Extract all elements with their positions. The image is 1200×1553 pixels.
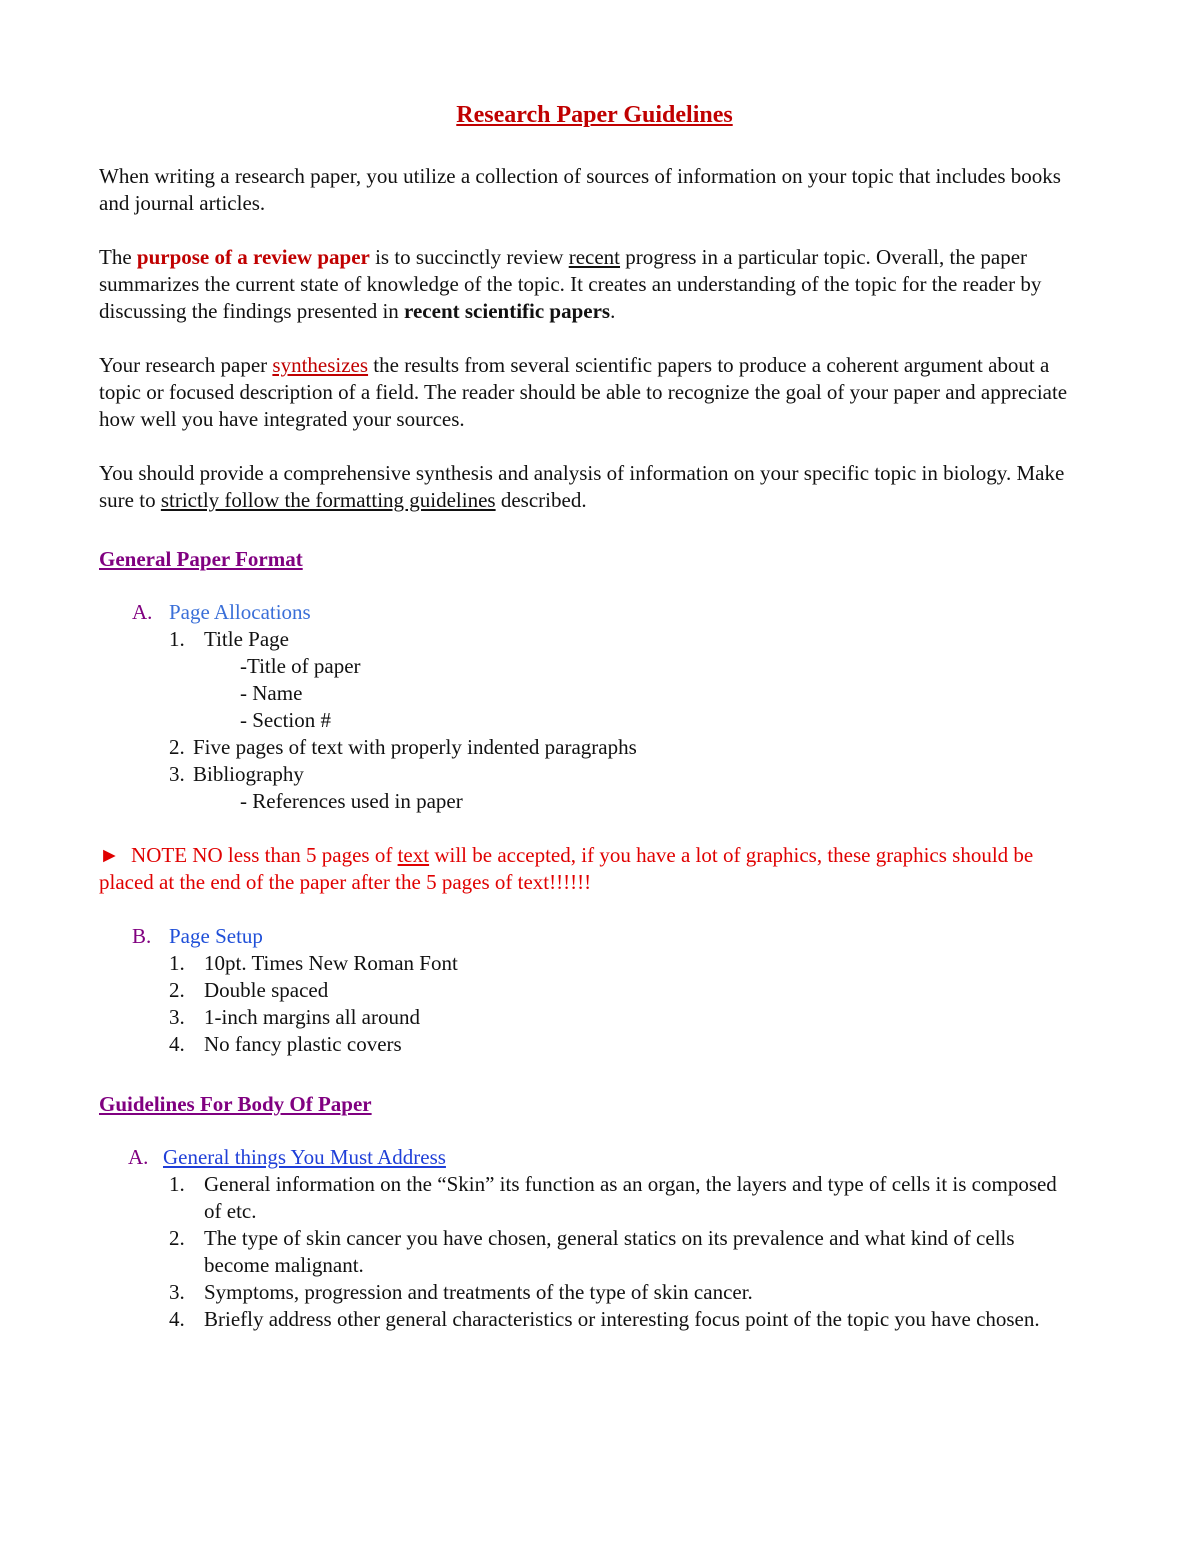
subheading-letter-b: B.: [132, 924, 152, 948]
purpose-mid: is to succinctly review: [369, 245, 569, 269]
item-number: 1.: [169, 1172, 185, 1196]
synthesis-paragraph: [99, 352, 1090, 433]
note-underlined: text: [397, 843, 430, 867]
purpose-bold-recent: recent scientific papers: [404, 299, 611, 323]
purpose-recent: recent: [568, 245, 621, 269]
intro-paragraph: When writing a research paper, you utilize a collection of sources of information on your topic that includes books and journal articles.: [99, 164, 1061, 215]
purpose-paragraph: [99, 244, 1090, 325]
arrow-right-icon: ►: [99, 843, 120, 867]
list-item: [99, 977, 1090, 1004]
item-number: 1.: [169, 627, 185, 651]
purpose-pre: The: [99, 245, 137, 269]
page-count-note: [99, 842, 1090, 896]
item-text: No fancy plastic covers: [204, 1032, 402, 1056]
general-things-label: General things You Must Address: [163, 1145, 446, 1169]
item-text: Five pages of text with properly indented paragraphs: [193, 735, 637, 759]
note-pre: NOTE NO less than 5 pages of: [125, 843, 398, 867]
item-number: 2.: [169, 978, 185, 1002]
note-rest: will be accepted, if you have a lot of graphics, these graphics should be placed at the end of the paper after the 5 pages of text!!!!!!: [99, 843, 1034, 894]
list-item: [99, 1279, 1090, 1306]
list-item: [99, 1225, 1090, 1279]
item-number: 3.: [169, 1280, 185, 1304]
provide-end: described.: [495, 488, 587, 512]
synth-pre: Your research paper: [99, 353, 273, 377]
detail-line: - References used in paper: [240, 789, 463, 813]
body-guidelines-heading: Guidelines For Body Of Paper: [99, 1092, 372, 1116]
item-text: Briefly address other general characteristics or interesting focus point of the topic you have chosen.: [204, 1307, 1040, 1331]
detail-line: - Name: [240, 681, 303, 705]
list-item: [99, 626, 1090, 653]
item-text: Double spaced: [204, 978, 329, 1002]
page-setup-subheading: [99, 923, 1090, 950]
list-item: [99, 761, 1090, 788]
subheading-letter-a: A.: [128, 1145, 149, 1169]
purpose-highlight: purpose of a review paper: [136, 245, 370, 269]
subheading-letter-a: A.: [132, 600, 153, 624]
item-number: 1.: [169, 951, 185, 975]
list-item: [99, 734, 1090, 761]
document-title: Research Paper Guidelines: [456, 102, 733, 128]
synth-keyword: synthesizes: [272, 353, 369, 377]
general-things-subheading: [99, 1144, 1090, 1171]
item-number: 4.: [169, 1307, 185, 1331]
purpose-rest: progress in a particular topic. Overall, the paper summarizes the current state of knowledge of the topic. It creates an understanding of the topic for the reader by discussing the findings presented in: [99, 245, 1042, 323]
item-text: The type of skin cancer you have chosen, general statics on its prevalence and what kind of cells become malignant.: [204, 1226, 1015, 1277]
item-text: 10pt. Times New Roman Font: [204, 951, 458, 975]
page-setup-label: Page Setup: [169, 924, 263, 948]
item-text: Symptoms, progression and treatments of the type of skin cancer.: [204, 1280, 753, 1304]
list-item: [99, 1306, 1090, 1333]
item-number: 3.: [169, 762, 185, 786]
page-allocations-subheading: [99, 599, 1090, 626]
detail-line: - Section #: [240, 708, 331, 732]
item-number: 2.: [169, 735, 185, 759]
item-text: Bibliography: [193, 762, 304, 786]
item-number: 2.: [169, 1226, 185, 1250]
provide-pre: You should provide a comprehensive synthesis and analysis of information on your specific topic in biology. Make sure to: [99, 461, 1065, 512]
item-number: 3.: [169, 1005, 185, 1029]
item-text: Title Page: [204, 627, 289, 651]
item-text: General information on the “Skin” its function as an organ, the layers and type of cells it is composed of etc.: [204, 1172, 1057, 1223]
general-format-heading: General Paper Format: [99, 547, 303, 571]
purpose-end: .: [610, 299, 616, 323]
list-item: [99, 950, 1090, 977]
list-item: [99, 1171, 1090, 1225]
detail-line: -Title of paper: [240, 654, 361, 678]
item-number: 4.: [169, 1032, 185, 1056]
page-allocations-label: Page Allocations: [169, 600, 311, 624]
item-text: 1-inch margins all around: [204, 1005, 420, 1029]
provide-underlined: strictly follow the formatting guidelines: [160, 488, 496, 512]
synth-rest: the results from several scientific papers to produce a coherent argument about a topic or focused description of a field. The reader should be able to recognize the goal of your paper and appreciate how well you have integrated your sources.: [99, 353, 1068, 431]
provide-paragraph: [99, 460, 1090, 514]
list-item: [99, 1004, 1090, 1031]
list-item: [99, 1031, 1090, 1058]
